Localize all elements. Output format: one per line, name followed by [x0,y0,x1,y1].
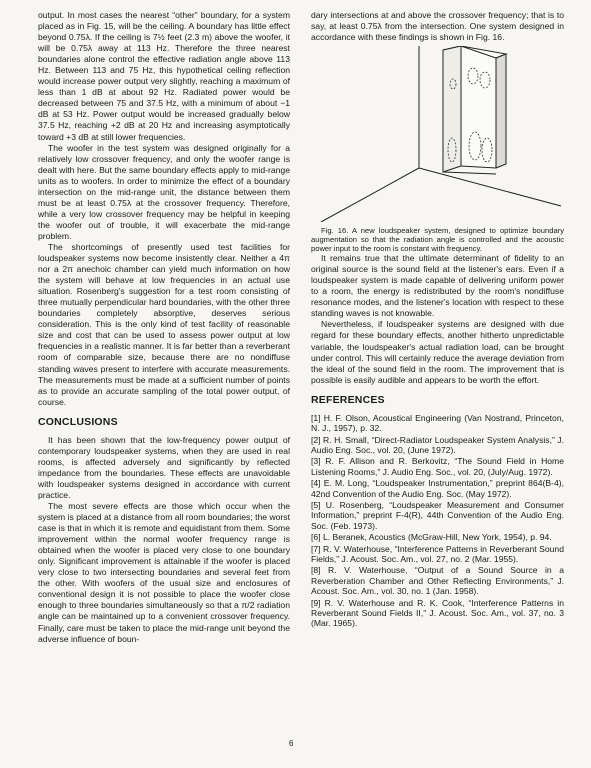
body-paragraph: dary intersections at and above the crossover frequency; that is to say, at least 0.75λ from the intersection. One system designed in accordance with these findings is shown in Fig. 16. [311,10,564,43]
references-list [311,413,564,629]
page-number: 6 [289,739,294,748]
figure-caption: Fig. 16. A new loudspeaker system, designed to optimize boundary augmentation so that the radiation angle is controlled and the acoustic power input to the room is constant with frequency. [311,226,564,254]
body-paragraph: The shortcomings of presently used test facilities for loudspeaker systems now become insistently clear. Neither a 4π nor a 2π anechoic chamber can yield much information on how the system will behave at low frequencies in an actual use situation. Rosenberg's suggestion for a test room consisting of three mutually perpendicular hard boundaries, with the other three boundaries completely absorptive, deserves serious consideration. This is the only kind of test facility of reasonable size and cost that can be used to assess power output at low frequencies in a realistic manner. It is far better than a reverberant room of comparable size, because there are no nondiffuse standing waves present to interfere with accurate measurements. The measurements must be made at a sufficient number of points as to provide an accurate sampling of the total power output, of course. [38,241,290,407]
floor-edge-left [321,168,419,222]
figure-16 [311,46,564,222]
reference-item: [8] R. V. Waterhouse, “Output of a Sound Source in a Reverberation Chamber and Other Reflecting Environments,” J. Acoust. Soc. Am., vol. 30, no. 1 (Jan. 1958). [311,565,564,597]
loudspeaker-cabinet [443,46,506,174]
body-paragraph: Nevertheless, if loudspeaker systems are designed with due regard for these boundary effects, another hitherto unpredictable variable, the loudspeaker's actual radiation load, can be brought under control. This will certainly reduce the average deviation from the ideal of the sound field in the room. The improvement that is possible is easily audible and appears to be worth the effort. [311,319,564,385]
left-column [38,10,290,645]
reference-item: [3] R. F. Allison and R. Berkovitz, “The Sound Field in Home Listening Rooms,” J. Audio Eng. Soc., vol. 20, (July/Aug. 1972). [311,456,564,477]
loudspeaker-room-corner-illustration [311,46,564,222]
reference-item: [9] R. V. Waterhouse and R. K. Cook, “Interference Patterns in Reverberant Sound Fields II,” J. Acoust. Soc. Am., vol. 37, no. 3 (Mar. 1965). [311,597,564,629]
references-heading: REFERENCES [311,393,385,406]
reference-item: [4] E. M. Long, “Loudspeaker Instrumentation,” preprint 864(B-4), 42nd Convention of the Audio Eng. Soc. (May 1972). [311,478,564,499]
reference-item: [7] R. V. Waterhouse, “Interference Patterns in Reverberant Sound Fields,” J. Acoust. Soc. Am., vol. 27, no. 2 (Mar. 1955). [311,543,564,565]
body-paragraph: It remains true that the ultimate determinant of fidelity to an original source is the sound field at the listener's ears. Even if a loudspeaker system is made capable of delivering uniform power to a room, the energy is redistributed by the room's nondiffuse resonance modes, and the listener's location with respect to these standing waves is not knowable. [311,253,564,319]
body-paragraph: The woofer in the test system was designed originally for a relatively low crossover frequency, and only the woofer range is dealt with here. But the same boundary effects apply to mid-range units as to woofers. In order to minimize the effect of a boundary intersection on the mid-range unit, the distance between them must be at least 0.75λ at the crossover frequency. Therefore, while a very low crossover frequency may be helpful in keeping the woofer out of trouble, it will exacerbate the mid-range problem. [38,142,290,241]
conclusions-paragraph: It has been shown that the low-frequency power output of contemporary loudspeaker systems, when they are used in real rooms, is affected adversely and significantly by reflected impedance from the boundaries. These effects are unavoidable with loudspeaker systems designed in accordance with current practice. [38,434,290,500]
reference-item: [2] R. H. Small, “Direct-Radiator Loudspeaker System Analysis,” J. Audio Eng. Soc., vol. 20, (June 1972). [311,434,564,455]
reference-item: [6] L. Beranek, Acoustics (McGraw-Hill, New York, 1954), p. 94. [311,532,552,543]
conclusions-heading: CONCLUSIONS [38,415,118,428]
body-paragraph: output. In most cases the nearest “other” boundary, for a system placed as in Fig. 15, will be the ceiling. A boundary has little effect beyond 0.75λ. If the ceiling is 7½ feet (2.3 m) above the woofer, it will be 0.75λ away at 113 Hz. Therefore the three nearest boundaries alone control the effective radiation angle above 113 Hz. Between 113 and 75 Hz, this hypothetical ceiling reflection would increase power output very slightly, reaching a maximum of less than 1 dB at about 92 Hz. Radiated power would be decreased between 75 and 37.5 Hz, with a minimum of about −1 dB at 53 Hz. Power output would be increased gradually below 37.5 Hz, reaching +2 dB at 20 Hz and increasing asymptotically toward +3 dB at still lower frequencies. [38,10,290,142]
reference-item: [1] H. F. Olson, Acoustical Engineering (Van Nostrand, Princeton, N. J., 1957), p. 32. [311,412,564,434]
conclusions-paragraph: The most severe effects are those which occur when the system is placed at a distance from all room boundaries; the worst case is that in which it is remote and equidistant from them. Some improvement within the normal woofer frequency range is obtained when the woofer is placed very close to one boundary only. Significant improvement is attainable if the woofer is placed very close to two intersecting boundaries and several feet from the other. With woofers of the usual size and enclosures of conventional design it is not possible to place the woofer close enough to three boundaries simultaneously so that a π/2 radiation angle can be maintained up to a convenient crossover frequency. Finally, care must be taken to place the mid-range unit beyond the adverse influence of boun- [38,501,290,644]
reference-item: [5] U. Rosenberg, “Loudspeaker Measurement and Consumer Information,” preprint F-4(R), 44th Convention of the Audio Eng. Soc. (Feb. 1973). [311,500,564,531]
right-column [311,10,564,630]
